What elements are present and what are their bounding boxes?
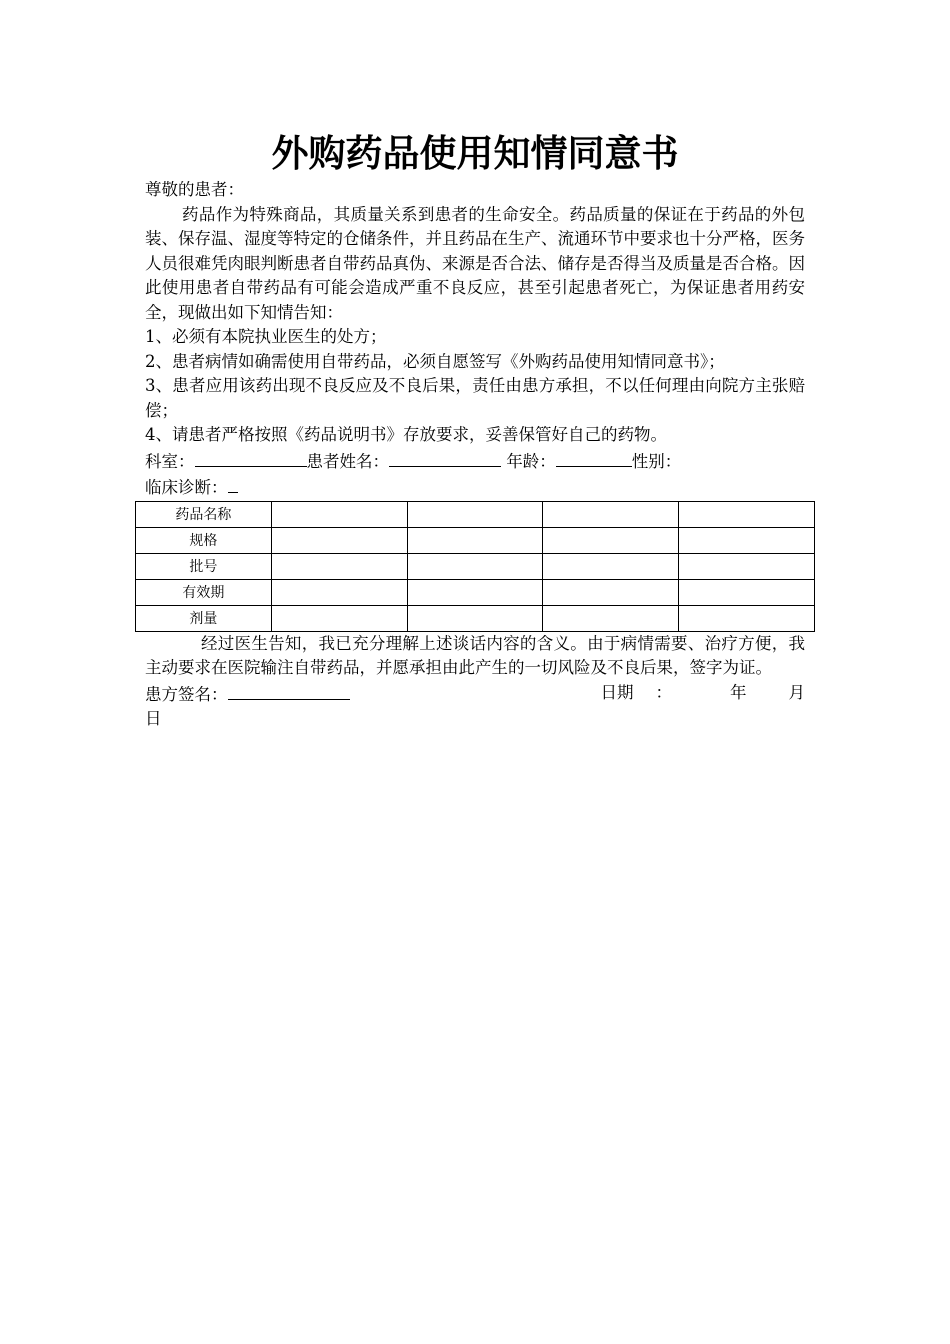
table-row	[136, 501, 815, 527]
day-label: 日	[145, 709, 162, 728]
notice-item-2: 2、患者病情如确需使用自带药品，必须自愿签写《外购药品使用知情同意书》；	[145, 351, 725, 371]
patient-info-line	[145, 448, 805, 475]
row-label-spec: 规格	[136, 527, 272, 553]
notice-item-4: 4、请患者严格按照《药品说明书》存放要求，妥善保管好自己的药物。	[145, 425, 667, 444]
row-label-expiry: 有效期	[136, 579, 272, 605]
date-colon: ：	[655, 682, 672, 702]
notice-item-3: 3、患者应用该药出现不良反应及不良后果，责任由患方承担，不以任何理由向院方主张赔偿；	[145, 376, 805, 420]
table-cell[interactable]	[271, 553, 407, 579]
diagnosis-label: 临床诊断：	[145, 478, 228, 497]
table-cell[interactable]	[543, 553, 679, 579]
row-label-dosage: 剂量	[136, 605, 272, 631]
consent-paragraph: 经过医生告知，我已充分理解上述谈话内容的含义。由于病情需要、治疗方便，我主动要求在医院输注自带药品，并愿承担由此产生的一切风险及不良后果，签字为证。	[145, 633, 805, 677]
age-label: 年龄：	[506, 451, 556, 471]
table-cell[interactable]	[271, 501, 407, 527]
intro-paragraph: 药品作为特殊商品，其质量关系到患者的生命安全。药品质量的保证在于药品的外包装、保存温、湿度等特定的仓储条件，并且药品在生产、流通环节中要求也十分严格，医务人员很难凭肉眼判断患者自带药品真伪、来源是否合法、储存是否得当及质量是否合格。因此使用患者自带药品有可能会造成严重不良反应，甚至引起患者死亡，为保证患者用药安全，现做出如下知情告知：	[145, 204, 805, 322]
date-label: 日期	[600, 682, 634, 702]
table-cell[interactable]	[679, 605, 815, 631]
table-cell[interactable]	[407, 501, 543, 527]
salutation: 尊敬的患者：	[145, 180, 244, 199]
diagnosis-line	[145, 474, 805, 501]
table-cell[interactable]	[407, 605, 543, 631]
consent-form	[145, 128, 805, 732]
table-cell[interactable]	[271, 527, 407, 553]
row-label-batch: 批号	[136, 553, 272, 579]
signature-row	[145, 681, 805, 708]
drug-table	[135, 501, 815, 632]
table-cell[interactable]	[407, 579, 543, 605]
table-row	[136, 579, 815, 605]
page-title: 外购药品使用知情同意书	[271, 131, 679, 175]
table-cell[interactable]	[271, 579, 407, 605]
table-row	[136, 605, 815, 631]
signature-field[interactable]	[228, 681, 350, 700]
table-cell[interactable]	[679, 579, 815, 605]
diagnosis-field[interactable]	[228, 474, 238, 493]
table-cell[interactable]	[271, 605, 407, 631]
table-cell[interactable]	[679, 527, 815, 553]
department-label: 科室：	[145, 451, 195, 471]
patient-name-label: 患者姓名：	[306, 451, 389, 471]
date-group	[601, 681, 806, 708]
notice-item-1: 1、必须有本院执业医生的处方；	[145, 327, 387, 346]
table-cell[interactable]	[407, 553, 543, 579]
table-row	[136, 527, 815, 553]
department-field[interactable]	[195, 448, 307, 467]
table-cell[interactable]	[543, 501, 679, 527]
table-cell[interactable]	[543, 579, 679, 605]
age-field[interactable]	[556, 448, 632, 467]
signature-label: 患方签名：	[145, 684, 228, 704]
row-label-drug-name: 药品名称	[136, 501, 272, 527]
table-cell[interactable]	[543, 605, 679, 631]
year-label: 年	[730, 682, 747, 702]
table-cell[interactable]	[407, 527, 543, 553]
table-cell[interactable]	[543, 527, 679, 553]
month-label: 月	[788, 682, 805, 702]
table-cell[interactable]	[679, 501, 815, 527]
table-row	[136, 553, 815, 579]
signature-group	[145, 681, 350, 708]
gender-label: 性别：	[631, 451, 682, 471]
table-cell[interactable]	[679, 553, 815, 579]
patient-name-field[interactable]	[389, 448, 501, 467]
